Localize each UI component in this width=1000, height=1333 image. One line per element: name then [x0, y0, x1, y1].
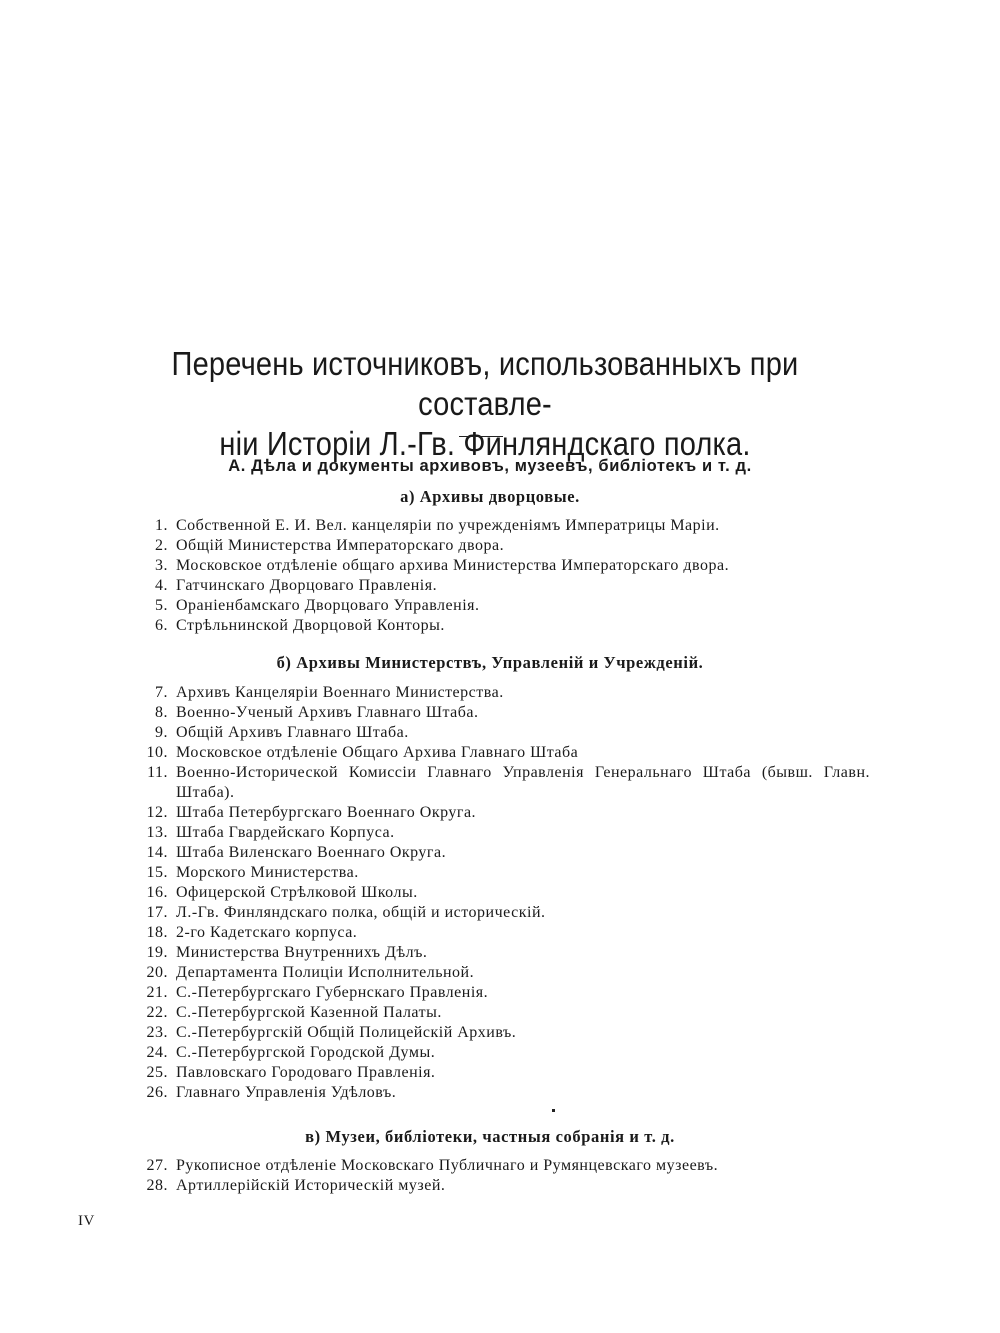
list-ministry-archives	[0, 683, 1000, 1103]
title-line-1: Перечень источниковъ, использованныхъ при составле-	[171, 345, 799, 422]
list-item: 12. Штаба Петербургскаго Военнаго Округа.	[146, 804, 477, 821]
list-item: 20. Департамента Полиціи Исполнительной.	[146, 964, 475, 981]
list-item: 16. Офицерской Стрѣлковой Школы.	[146, 884, 418, 901]
list-item: 17. Л.-Гв. Финляндскаго полка, общій и историческій.	[146, 904, 546, 921]
subsection-c-heading: в) Музеи, библіотеки, частныя собранія и т. д.	[305, 1127, 675, 1146]
list-museums-libraries	[0, 1156, 1000, 1196]
title-line-2: ніи Исторіи Л.-Гв. Финляндскаго полка.	[219, 425, 751, 462]
list-item: 22. С.-Петербургской Казенной Палаты.	[146, 1004, 442, 1021]
list-item: 27. Рукописное отдѣленіе Московскаго Публичнаго и Румянцевскаго музеевъ.	[146, 1157, 719, 1174]
list-item: 2. Общій Министерства Императорскаго двора.	[155, 537, 505, 554]
list-item: 4. Гатчинскаго Дворцоваго Правленія.	[155, 577, 438, 594]
list-item: 7. Архивъ Канцеляріи Военнаго Министерства.	[155, 684, 504, 701]
page-number: IV	[78, 1213, 95, 1229]
list-item: 11. Военно-Исторической Комиссіи Главнаго Управленія Генеральнаго Штаба (бывш. Главн. Штаба).	[147, 764, 870, 801]
list-item: 14. Штаба Виленскаго Военнаго Округа.	[146, 844, 447, 861]
list-item: 15. Морского Министерства.	[146, 864, 359, 881]
section-a-heading: А. Дѣла и документы архивовъ, музеевъ, библіотекъ и т. д.	[228, 457, 752, 475]
list-item: 5. Ораніенбамскаго Дворцоваго Управленія.	[155, 597, 480, 614]
list-item: 3. Московское отдѣленіе общаго архива Министерства Императорскаго двора.	[155, 557, 730, 574]
list-item: 9. Общій Архивъ Главнаго Штаба.	[155, 724, 409, 741]
list-item: 23. С.-Петербургскій Общій Полицейскій Архивъ.	[146, 1024, 517, 1041]
list-item: 28. Артиллерійскій Историческій музей.	[146, 1177, 446, 1194]
print-speck	[552, 1109, 555, 1112]
list-item: 10. Московское отдѣленіе Общаго Архива Главнаго Штаба	[146, 744, 579, 761]
list-item: 13. Штаба Гвардейскаго Корпуса.	[146, 824, 395, 841]
list-palace-archives	[0, 516, 1000, 636]
subsection-a-heading: а) Архивы дворцовые.	[400, 487, 580, 506]
document-title	[129, 344, 842, 464]
list-item: 8. Военно-Ученый Архивъ Главнаго Штаба.	[155, 704, 479, 721]
subsection-b-heading: б) Архивы Министерствъ, Управленій и Учрежденій.	[276, 653, 704, 672]
list-item: 26. Главнаго Управленія Удѣловъ.	[146, 1084, 397, 1101]
title-divider	[459, 436, 503, 437]
list-item: 18. 2-го Кадетскаго корпуса.	[146, 924, 358, 941]
list-item: 24. С.-Петербургской Городской Думы.	[146, 1044, 436, 1061]
list-item: 1. Собственной Е. И. Вел. канцеляріи по учрежденіямъ Императрицы Маріи.	[155, 517, 720, 534]
list-item: 25. Павловскаго Городоваго Правленія.	[146, 1064, 436, 1081]
list-item: 19. Министерства Внутреннихъ Дѣлъ.	[146, 944, 428, 961]
list-item: 6. Стрѣльнинской Дворцовой Конторы.	[155, 617, 445, 634]
list-item: 21. С.-Петербургскаго Губернскаго Правленія.	[146, 984, 489, 1001]
